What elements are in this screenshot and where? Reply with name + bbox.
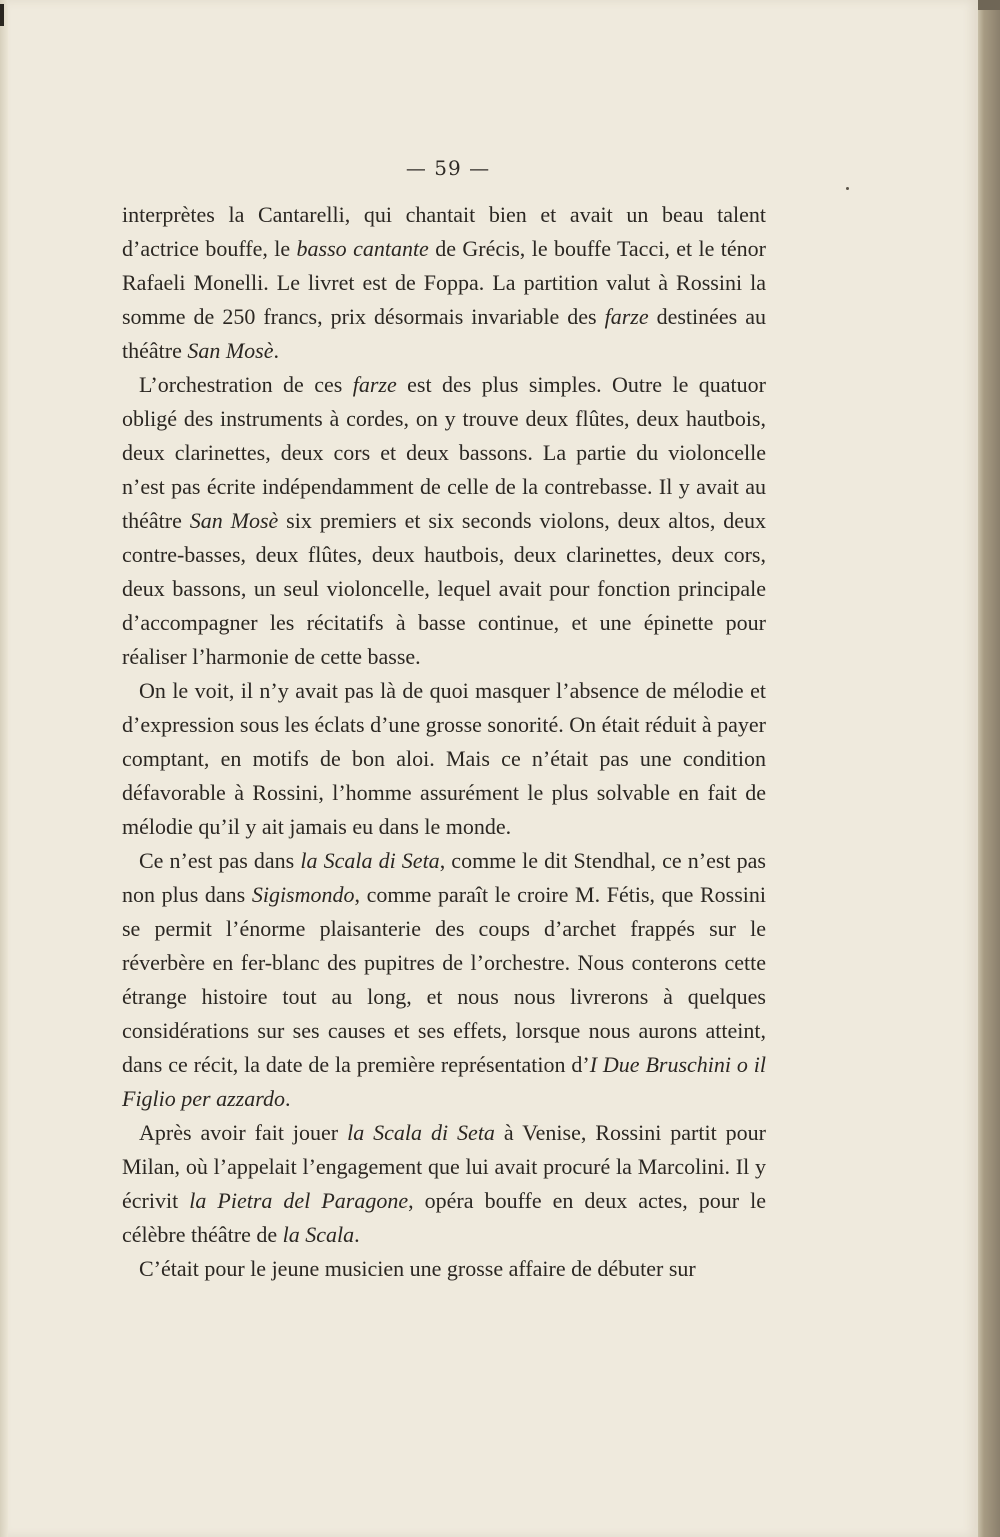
text-run: à Venise, Rossini partit pour Milan, où l’appelait l’engagement que lui avait procuré la Marcolini. Il y écrivit [122,1120,767,1213]
text-run: , comme paraît le croire M. Fétis, que Rossini se permit l’énorme plaisanterie des coups d’archet frappés sur le réverbère en fer-blanc des pupitres de l’orchestre. Nous conterons cette étrange histoire tout au long, et nous nous livrerons à quelques considérations sur ses causes et ses effets, lorsque nous aurons atteint, dans ce récit, la date de la première représentation d’ [122,882,767,1077]
paragraph [122,1252,766,1286]
book-page [8,0,978,1537]
italic-title: la Scala [282,1222,355,1247]
text-run: On le voit, il n’y avait pas là de quoi masquer l’absence de mélodie et d’expression sous les éclats d’une grosse sonorité. On était réduit à payer comptant, en motifs de bon aloi. Mais ce n’était pas une condition défavorable à Rossini, l’homme assurément le plus solvable en fait de mélodie qu’il y ait jamais eu dans le monde. [122,678,766,839]
text-run: . [284,1086,291,1111]
paper-speck [846,187,849,190]
body-text [122,198,766,1286]
text-run: , opéra bouffe en deux actes, pour le célèbre théâtre de [122,1188,766,1247]
paragraph [122,1116,766,1252]
italic-title: I Due Bruschini o il Figlio per azzardo [122,1052,766,1111]
gutter-mark [0,4,4,26]
text-run: de Grécis, le bouffe Tacci, et le ténor Rafaeli Monelli. Le livret est de Foppa. La partition valut à Rossini la somme de 250 francs, prix désormais invariable des [122,236,766,329]
text-run: Ce n’est pas dans [139,848,301,873]
text-run: destinées au théâtre [122,304,767,363]
italic-title: San Mosè [187,338,274,363]
book-gutter-edge [0,0,8,1537]
italic-title: basso cantante [296,236,429,261]
paragraph [122,844,766,1116]
paragraph [122,368,766,674]
text-run: . [354,1222,360,1247]
text-run: est des plus simples. Outre le quatuor obligé des instruments à cordes, on y trouve deux flûtes, deux hautbois, deux clarinettes, deux cors et deux bassons. La partie du violoncelle n’est pas écrite indépendamment de celle de la contrebasse. Il y avait au théâtre [122,372,766,533]
text-run: L’orchestration de ces [139,372,353,397]
italic-title: la Scala di Seta [300,848,440,873]
page-number: — 59 — [405,156,491,180]
italic-title: la Scala di Seta [347,1120,495,1145]
text-run: interprètes la Cantarelli, qui chantait bien et avait un beau talent d’actrice bouffe, le [122,202,766,261]
text-run: Après avoir fait jouer [139,1120,348,1145]
italic-title: San Mosè [189,508,279,533]
italic-title: farze [352,372,397,397]
text-run: six premiers et six seconds violons, deux altos, deux contre-basses, deux flûtes, deux hautbois, deux clarinettes, deux cors, deux bassons, un seul violoncelle, lequel avait pour fonction principale d’accompagner les récitatifs à basse continue, et une épinette pour réaliser l’harmonie de cette basse. [122,508,766,669]
italic-title: farze [604,304,649,329]
text-run: . [273,338,280,363]
paragraph [122,198,766,368]
text-run: , comme le dit Stendhal, ce n’est pas non plus dans [122,848,766,907]
page-stack-edge [978,0,1000,1537]
paragraph [122,674,766,844]
italic-title: la Pietra del Paragone [189,1188,409,1213]
italic-title: Sigismondo [251,882,355,907]
text-run: C’était pour le jeune musicien une grosse affaire de débuter sur [139,1256,696,1281]
